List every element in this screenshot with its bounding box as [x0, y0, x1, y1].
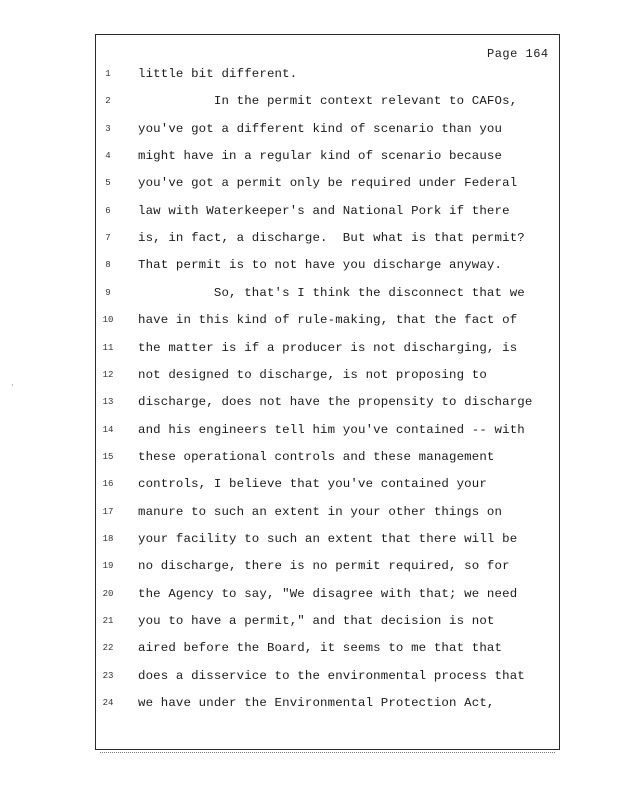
- line-number: 20: [102, 589, 114, 599]
- line-number: 23: [102, 671, 114, 681]
- transcript-line: you've got a different kind of scenario than you: [138, 122, 503, 136]
- line-number: 24: [102, 698, 114, 708]
- bottom-rule: [100, 750, 555, 753]
- line-number: 1: [105, 69, 111, 79]
- transcript-line: the Agency to say, "We disagree with that; we need: [138, 587, 518, 601]
- transcript-line: not designed to discharge, is not proposing to: [138, 368, 487, 382]
- line-number: 14: [102, 425, 114, 435]
- line-number: 16: [102, 479, 114, 489]
- transcript-line: does a disservice to the environmental process that: [138, 669, 525, 683]
- transcript-line: the matter is if a producer is not discharging, is: [138, 341, 518, 355]
- transcript-line: controls, I believe that you've contained your: [138, 477, 487, 491]
- transcript-line: you to have a permit," and that decision is not: [138, 614, 495, 628]
- line-number: 7: [105, 233, 111, 243]
- line-number: 2: [105, 96, 111, 106]
- transcript-line: we have under the Environmental Protection Act,: [138, 696, 495, 710]
- transcript-line: manure to such an extent in your other things on: [138, 505, 503, 519]
- line-number: 9: [105, 288, 111, 298]
- transcript-line: your facility to such an extent that there will be: [138, 532, 518, 546]
- line-number: 4: [105, 151, 111, 161]
- line-number: 21: [102, 616, 114, 626]
- line-number: 5: [105, 178, 111, 188]
- transcript-line: have in this kind of rule-making, that the fact of: [138, 313, 518, 327]
- line-number: 17: [102, 507, 114, 517]
- transcript-line: law with Waterkeeper's and National Pork if there: [138, 204, 510, 218]
- transcript-line: That permit is to not have you discharge anyway.: [138, 258, 503, 272]
- transcript-line: So, that's I think the disconnect that we: [138, 286, 525, 300]
- line-number: 18: [102, 534, 114, 544]
- line-number: 8: [105, 260, 111, 270]
- transcript-line: discharge, does not have the propensity to discharge: [138, 395, 533, 409]
- line-number: 11: [102, 343, 114, 353]
- transcript-line: might have in a regular kind of scenario because: [138, 149, 503, 163]
- transcript-line: aired before the Board, it seems to me that that: [138, 641, 503, 655]
- page-number: Page 164: [487, 47, 549, 61]
- transcript-line: is, in fact, a discharge. But what is that permit?: [138, 231, 525, 245]
- transcript-line: these operational controls and these management: [138, 450, 495, 464]
- line-number: 15: [102, 452, 114, 462]
- line-number: 10: [102, 315, 114, 325]
- line-number: 13: [102, 397, 114, 407]
- line-number: 3: [105, 124, 111, 134]
- line-number: 19: [102, 561, 114, 571]
- margin-mark: ·: [10, 381, 15, 390]
- transcript-line: no discharge, there is no permit required, so for: [138, 559, 510, 573]
- line-number: 22: [102, 643, 114, 653]
- transcript-line: you've got a permit only be required under Federal: [138, 176, 518, 190]
- line-number: 6: [105, 206, 111, 216]
- line-number: 12: [102, 370, 114, 380]
- transcript-line: and his engineers tell him you've contained -- with: [138, 423, 525, 437]
- transcript-line: In the permit context relevant to CAFOs,: [138, 94, 518, 108]
- transcript-line: little bit different.: [138, 67, 298, 81]
